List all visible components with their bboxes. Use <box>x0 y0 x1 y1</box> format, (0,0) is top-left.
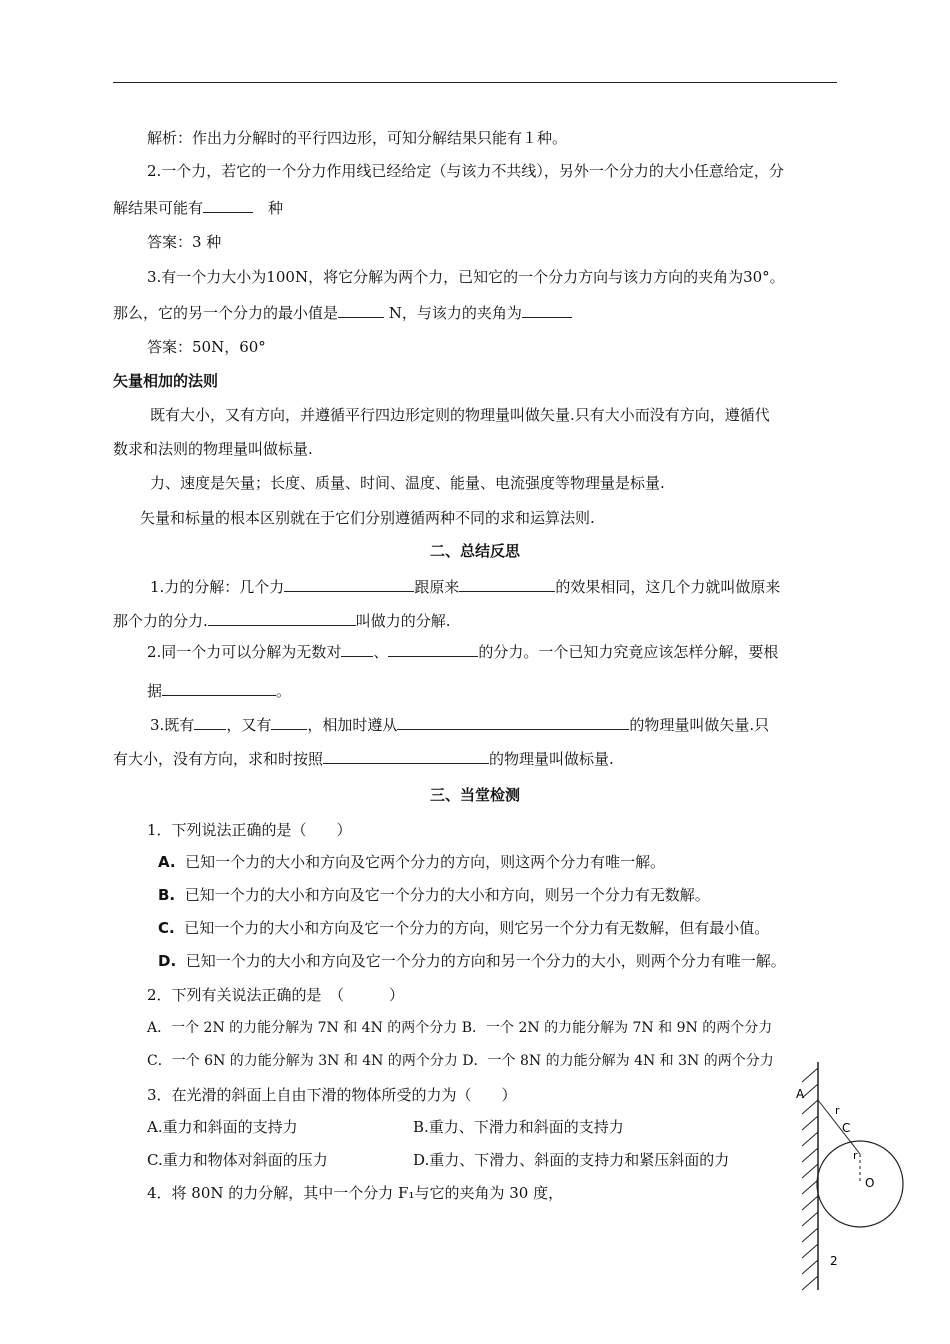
text-span: N，与该力的夹角为 <box>388 304 522 322</box>
answer-blank[interactable] <box>341 641 373 657</box>
label-a: A <box>796 1087 805 1101</box>
text-line <box>113 748 614 769</box>
option-letter: C. <box>158 919 175 937</box>
text-line: 矢量和标量的根本区别就在于它们分别遵循两种不同的求和运算法则. <box>140 509 595 527</box>
text-line: 3.有一个力大小为100N，将它分解为两个力，已知它的一个分力方向与该力方向的夹角为30°。 <box>147 268 785 286</box>
option-d[interactable]: D.重力、下滑力、斜面的支持力和紧压斜面的力 <box>413 1151 730 1169</box>
text-span: 的物理量叫做标量. <box>489 750 614 768</box>
answer-blank[interactable] <box>388 641 478 657</box>
option-row: C．一个 6N 的力能分解为 3N 和 4N 的两个分力 D．一个 8N 的力能分解为 4N 和 3N 的两个分力 <box>147 1053 774 1069</box>
text-span: 的效果相同，这几个力就叫做原来 <box>555 578 781 596</box>
section-heading: 二、总结反思 <box>429 542 520 560</box>
text-span: 解结果可能有 <box>113 199 204 217</box>
answer-blank[interactable] <box>338 302 384 318</box>
text-span: 叫做力的分解. <box>355 612 451 630</box>
option-text: 已知一个力的大小和方向及它一个分力的大小和方向，则另一个分力有无数解。 <box>184 886 710 904</box>
text-line: 既有大小，又有方向，并遵循平行四边形定则的物理量叫做矢量.只有大小而没有方向，遵循代 <box>150 406 770 424</box>
section-heading: 矢量相加的法则 <box>113 372 219 390</box>
answer-blank[interactable] <box>284 576 414 592</box>
text-span: 、 <box>373 643 389 661</box>
text-line: 数求和法则的物理量叫做标量. <box>113 440 313 458</box>
option-text: 已知一个力的大小和方向及它两个分力的方向，则这两个分力有唯一解。 <box>185 853 666 871</box>
text-span: 据 <box>147 682 163 700</box>
text-line: 答案：3 种 <box>147 233 222 251</box>
question: 4．将 80N 的力分解，其中一个分力 F₁与它的夹角为 30 度， <box>147 1184 564 1202</box>
answer-blank[interactable] <box>271 714 307 730</box>
option-row: A．一个 2N 的力能分解为 7N 和 4N 的两个分力 B．一个 2N 的力能分解为 7N 和 9N 的两个分力 <box>147 1020 773 1036</box>
text-span: 有大小，没有方向，求和时按照 <box>113 750 324 768</box>
text-line <box>113 302 572 323</box>
option-b[interactable] <box>158 885 710 905</box>
label-c: C <box>842 1121 851 1135</box>
option-a[interactable]: A.重力和斜面的支持力 <box>147 1118 298 1136</box>
text-span: 。 <box>276 682 292 700</box>
wall-hatching <box>802 1068 818 1290</box>
option-c[interactable] <box>158 918 769 938</box>
answer-blank[interactable] <box>459 576 555 592</box>
option-b[interactable]: B.重力、下滑力和斜面的支持力 <box>413 1118 624 1136</box>
text-span: 的物理量叫做矢量.只 <box>629 716 770 734</box>
answer-blank[interactable] <box>194 714 226 730</box>
header-rule <box>113 82 837 83</box>
answer-blank[interactable] <box>323 748 489 764</box>
text-span: 1.力的分解：几个力 <box>150 578 285 596</box>
label-o: O <box>865 1176 875 1190</box>
text-span: 2.同一个力可以分解为无数对 <box>147 643 342 661</box>
text-line: 解析：作出力分解时的平行四边形，可知分解结果只能有１种。 <box>147 129 568 147</box>
option-d[interactable] <box>158 951 786 971</box>
text-span: 的分力。一个已知力究竟应该怎样分解，要根 <box>478 643 779 661</box>
text-line <box>150 576 780 597</box>
section-heading: 三、当堂检测 <box>429 786 520 804</box>
option-letter: A. <box>158 853 176 871</box>
text-line <box>150 714 769 735</box>
text-line <box>113 610 451 631</box>
label-r1: r <box>835 1104 840 1117</box>
question: 2．下列有关说法正确的是 （ ） <box>147 986 405 1004</box>
text-line: 2.一个力，若它的一个分力作用线已经给定（与该力不共线），另外一个分力的大小任意给定，分 <box>147 162 784 180</box>
question: 1．下列说法正确的是（ ） <box>147 821 352 839</box>
option-text: 已知一个力的大小和方向及它一个分力的方向和另一个分力的大小，则两个分力有唯一解。 <box>185 952 786 970</box>
wall-sphere-figure <box>780 1060 930 1300</box>
answer-blank[interactable] <box>203 197 253 213</box>
text-span: ，又有 <box>226 716 272 734</box>
text-line <box>147 680 291 701</box>
option-text: 已知一个力的大小和方向及它一个分力的方向，则它另一个分力有无数解，但有最小值。 <box>184 919 770 937</box>
text-span: 那个力的分力. <box>113 612 208 630</box>
text-line: 答案：50N，60° <box>147 338 266 356</box>
option-letter: D. <box>158 952 177 970</box>
answer-blank[interactable] <box>397 714 629 730</box>
option-c[interactable]: C.重力和物体对斜面的压力 <box>147 1151 328 1169</box>
option-letter: B. <box>158 886 176 904</box>
text-line <box>113 197 283 218</box>
text-span: 3.既有 <box>150 716 195 734</box>
label-r2: r <box>853 1149 858 1162</box>
answer-blank[interactable] <box>522 302 572 318</box>
text-span: 种 <box>268 199 284 217</box>
option-a[interactable] <box>158 852 665 872</box>
answer-blank[interactable] <box>162 680 276 696</box>
answer-blank[interactable] <box>208 610 356 626</box>
question: 3．在光滑的斜面上自由下滑的物体所受的力为（ ） <box>147 1086 517 1104</box>
text-span: 跟原来 <box>414 578 460 596</box>
text-span: ，相加时遵从 <box>307 716 398 734</box>
text-span: 那么，它的另一个分力的最小值是 <box>113 304 339 322</box>
label-2: 2 <box>830 1254 838 1268</box>
text-line <box>147 641 778 662</box>
text-line: 力、速度是矢量；长度、质量、时间、温度、能量、电流强度等物理量是标量. <box>150 474 665 492</box>
